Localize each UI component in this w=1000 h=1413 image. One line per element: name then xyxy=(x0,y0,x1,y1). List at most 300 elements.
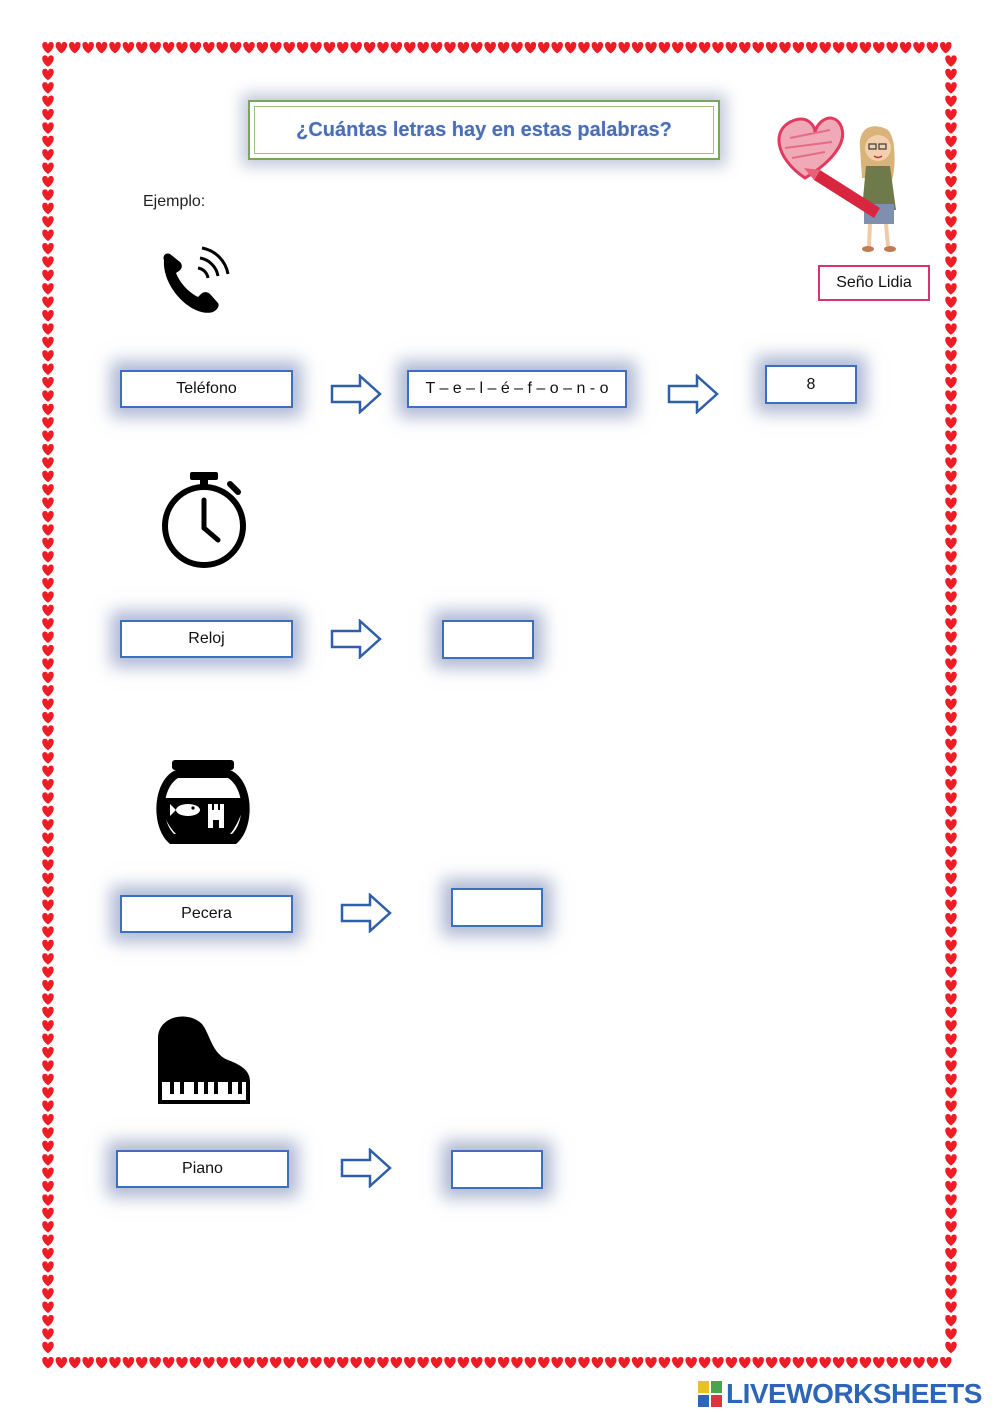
heart-mark xyxy=(886,1357,898,1368)
heart-mark xyxy=(444,42,456,53)
heart-mark xyxy=(42,1060,54,1071)
heart-mark xyxy=(672,1357,684,1368)
heart-mark xyxy=(42,55,54,66)
heart-mark xyxy=(945,725,957,736)
heart-mark xyxy=(806,42,818,53)
heart-mark xyxy=(56,42,68,53)
heart-mark xyxy=(945,926,957,937)
heart-mark xyxy=(945,551,957,562)
heart-mark xyxy=(913,42,925,53)
heart-mark xyxy=(945,658,957,669)
example-label: Ejemplo: xyxy=(143,193,206,210)
heart-mark xyxy=(945,1020,957,1031)
heart-mark xyxy=(42,712,54,723)
heart-mark xyxy=(945,1060,957,1071)
heart-mark xyxy=(42,364,54,375)
heart-mark xyxy=(645,42,657,53)
word-box xyxy=(116,1150,289,1188)
heart-mark xyxy=(324,1357,336,1368)
heart-mark xyxy=(56,1357,68,1368)
heart-mark xyxy=(42,993,54,1004)
heart-mark xyxy=(945,766,957,777)
heart-mark xyxy=(42,511,54,522)
example-count: 8 xyxy=(806,375,816,393)
heart-mark xyxy=(806,1357,818,1368)
heart-mark xyxy=(819,1357,831,1368)
heart-mark xyxy=(945,752,957,763)
heart-mark xyxy=(42,390,54,401)
heart-mark xyxy=(846,42,858,53)
heart-mark xyxy=(42,980,54,991)
heart-mark xyxy=(350,1357,362,1368)
heart-mark xyxy=(42,953,54,964)
heart-mark xyxy=(42,270,54,281)
page-title: ¿Cuántas letras hay en estas palabras? xyxy=(296,118,672,141)
heart-mark xyxy=(176,1357,188,1368)
heart-mark xyxy=(592,1357,604,1368)
heart-mark xyxy=(283,1357,295,1368)
heart-mark xyxy=(42,591,54,602)
heart-mark xyxy=(945,846,957,857)
heart-mark xyxy=(377,1357,389,1368)
heart-mark xyxy=(712,42,724,53)
heart-mark xyxy=(672,42,684,53)
heart-mark xyxy=(945,1275,957,1286)
heart-mark xyxy=(42,256,54,267)
heart-mark xyxy=(82,42,94,53)
heart-mark xyxy=(945,498,957,509)
heart-mark xyxy=(230,1357,242,1368)
heart-mark xyxy=(945,1302,957,1313)
word-label: Pecera xyxy=(181,905,232,922)
heart-mark xyxy=(42,967,54,978)
heart-mark xyxy=(779,42,791,53)
heart-mark xyxy=(860,42,872,53)
heart-mark xyxy=(945,1221,957,1232)
heart-mark xyxy=(945,471,957,482)
heart-mark xyxy=(538,42,550,53)
heart-mark xyxy=(945,484,957,495)
heart-mark xyxy=(42,1235,54,1246)
heart-mark xyxy=(42,806,54,817)
heart-mark xyxy=(431,42,443,53)
heart-mark xyxy=(203,42,215,53)
heart-mark xyxy=(42,163,54,174)
heart-mark xyxy=(945,444,957,455)
heart-mark xyxy=(42,913,54,924)
heart-mark xyxy=(364,42,376,53)
heart-mark xyxy=(42,859,54,870)
heart-mark xyxy=(945,431,957,442)
heart-mark xyxy=(699,1357,711,1368)
heart-mark xyxy=(945,967,957,978)
heart-mark xyxy=(42,377,54,388)
word-box xyxy=(120,895,293,933)
title-box xyxy=(248,100,720,160)
heart-mark xyxy=(484,1357,496,1368)
heart-mark xyxy=(337,42,349,53)
heart-mark xyxy=(565,42,577,53)
heart-mark xyxy=(243,1357,255,1368)
heart-mark xyxy=(945,163,957,174)
heart-mark xyxy=(82,1357,94,1368)
heart-mark xyxy=(900,42,912,53)
heart-mark xyxy=(945,122,957,133)
heart-mark xyxy=(42,551,54,562)
heart-mark xyxy=(945,806,957,817)
heart-mark xyxy=(860,1357,872,1368)
heart-mark xyxy=(945,1181,957,1192)
heart-mark xyxy=(833,1357,845,1368)
heart-mark xyxy=(42,1141,54,1152)
heart-mark xyxy=(945,739,957,750)
heart-mark xyxy=(109,42,121,53)
heart-mark xyxy=(779,1357,791,1368)
heart-mark xyxy=(42,82,54,93)
heart-mark xyxy=(109,1357,121,1368)
heart-mark xyxy=(945,1208,957,1219)
heart-mark xyxy=(752,42,764,53)
heart-mark xyxy=(752,1357,764,1368)
heart-mark xyxy=(42,1328,54,1339)
heart-mark xyxy=(945,578,957,589)
heart-mark xyxy=(42,1007,54,1018)
heart-mark xyxy=(42,283,54,294)
word-box xyxy=(120,620,293,658)
fishbowl-icon xyxy=(150,758,256,858)
heart-mark xyxy=(945,364,957,375)
heart-mark xyxy=(945,980,957,991)
heart-mark xyxy=(297,42,309,53)
heart-mark xyxy=(42,565,54,576)
heart-mark xyxy=(42,605,54,616)
heart-mark xyxy=(945,1315,957,1326)
heart-mark xyxy=(945,1342,957,1353)
example-word-box xyxy=(120,370,293,408)
piano-icon xyxy=(154,1010,252,1106)
heart-mark xyxy=(42,645,54,656)
heart-mark xyxy=(364,1357,376,1368)
heart-mark xyxy=(404,1357,416,1368)
heart-mark xyxy=(659,42,671,53)
heart-mark xyxy=(471,42,483,53)
heart-mark xyxy=(578,42,590,53)
heart-mark xyxy=(511,42,523,53)
heart-mark xyxy=(945,1127,957,1138)
heart-mark xyxy=(846,1357,858,1368)
heart-mark xyxy=(945,55,957,66)
heart-mark xyxy=(632,1357,644,1368)
heart-mark xyxy=(176,42,188,53)
heart-mark xyxy=(42,1342,54,1353)
heart-mark xyxy=(417,1357,429,1368)
heart-mark xyxy=(203,1357,215,1368)
heart-mark xyxy=(42,1114,54,1125)
heart-mark xyxy=(391,1357,403,1368)
heart-mark xyxy=(484,42,496,53)
heart-mark xyxy=(42,417,54,428)
heart-mark xyxy=(42,109,54,120)
heart-mark xyxy=(551,42,563,53)
heart-mark xyxy=(136,42,148,53)
heart-mark xyxy=(945,404,957,415)
heart-mark xyxy=(283,42,295,53)
heart-mark xyxy=(945,1034,957,1045)
heart-mark xyxy=(136,1357,148,1368)
heart-mark xyxy=(42,404,54,415)
heart-mark xyxy=(945,819,957,830)
heart-mark xyxy=(297,1357,309,1368)
heart-mark xyxy=(945,1074,957,1085)
heart-mark xyxy=(431,1357,443,1368)
teacher-avatar xyxy=(770,108,920,256)
heart-mark xyxy=(525,42,537,53)
heart-mark xyxy=(42,1020,54,1031)
heart-mark xyxy=(886,42,898,53)
heart-mark xyxy=(42,337,54,348)
heart-mark xyxy=(498,1357,510,1368)
heart-mark xyxy=(945,940,957,951)
heart-mark xyxy=(940,1357,952,1368)
heart-mark xyxy=(270,1357,282,1368)
heart-mark xyxy=(945,591,957,602)
heart-mark xyxy=(712,1357,724,1368)
heart-mark xyxy=(216,42,228,53)
heart-mark xyxy=(42,940,54,951)
heart-mark xyxy=(42,243,54,254)
heart-mark xyxy=(945,1235,957,1246)
heart-mark xyxy=(945,310,957,321)
heart-mark xyxy=(739,42,751,53)
heart-mark xyxy=(945,792,957,803)
heart-mark xyxy=(350,42,362,53)
heart-mark xyxy=(69,42,81,53)
heart-mark xyxy=(945,511,957,522)
heart-mark xyxy=(945,149,957,160)
heart-mark xyxy=(551,1357,563,1368)
heart-mark xyxy=(42,1357,54,1368)
heart-mark xyxy=(685,1357,697,1368)
heart-mark xyxy=(833,42,845,53)
heart-mark xyxy=(632,42,644,53)
heart-mark xyxy=(123,42,135,53)
heart-mark xyxy=(726,1357,738,1368)
heart-mark xyxy=(42,1034,54,1045)
heart-mark xyxy=(42,1127,54,1138)
heart-mark xyxy=(42,216,54,227)
heart-mark xyxy=(945,953,957,964)
heart-mark xyxy=(945,900,957,911)
heart-mark xyxy=(945,350,957,361)
heart-mark xyxy=(42,578,54,589)
heart-mark xyxy=(945,886,957,897)
stopwatch-icon xyxy=(158,470,250,572)
heart-mark xyxy=(42,310,54,321)
heart-mark xyxy=(42,1221,54,1232)
heart-mark xyxy=(945,390,957,401)
heart-mark xyxy=(945,136,957,147)
heart-mark xyxy=(945,1154,957,1165)
heart-mark xyxy=(42,685,54,696)
heart-mark xyxy=(42,1194,54,1205)
heart-mark xyxy=(149,42,161,53)
heart-mark xyxy=(945,859,957,870)
heart-mark xyxy=(766,1357,778,1368)
answer-input[interactable] xyxy=(451,888,543,927)
word-label: Reloj xyxy=(188,630,225,647)
heart-mark xyxy=(404,42,416,53)
heart-mark xyxy=(42,122,54,133)
arrow-right-icon xyxy=(330,374,382,414)
liveworksheets-logo xyxy=(698,1378,982,1410)
heart-mark xyxy=(605,1357,617,1368)
heart-mark xyxy=(163,42,175,53)
heart-mark xyxy=(659,1357,671,1368)
heart-mark xyxy=(310,1357,322,1368)
heart-mark xyxy=(257,1357,269,1368)
heart-mark xyxy=(945,779,957,790)
heart-mark xyxy=(945,243,957,254)
heart-mark xyxy=(945,672,957,683)
heart-mark xyxy=(123,1357,135,1368)
heart-mark xyxy=(42,886,54,897)
answer-input[interactable] xyxy=(451,1150,543,1189)
heart-mark xyxy=(945,618,957,629)
heart-mark xyxy=(873,1357,885,1368)
heart-mark xyxy=(945,524,957,535)
heart-mark xyxy=(337,1357,349,1368)
heart-mark xyxy=(945,1101,957,1112)
heart-mark xyxy=(42,1154,54,1165)
heart-mark xyxy=(945,1288,957,1299)
heart-mark xyxy=(42,658,54,669)
heart-mark xyxy=(793,42,805,53)
heart-mark xyxy=(927,42,939,53)
heart-mark xyxy=(458,42,470,53)
heart-mark xyxy=(766,42,778,53)
heart-mark xyxy=(257,42,269,53)
logo-mark-icon xyxy=(698,1381,722,1407)
heart-mark xyxy=(945,297,957,308)
heart-mark xyxy=(940,42,952,53)
arrow-right-icon xyxy=(340,1148,392,1188)
answer-input[interactable] xyxy=(442,620,534,659)
heart-mark xyxy=(498,42,510,53)
heart-mark xyxy=(945,230,957,241)
heart-mark xyxy=(42,873,54,884)
heart-mark xyxy=(592,42,604,53)
heart-mark xyxy=(793,1357,805,1368)
heart-mark xyxy=(42,484,54,495)
heart-mark xyxy=(96,1357,108,1368)
heart-mark xyxy=(565,1357,577,1368)
heart-mark xyxy=(42,1168,54,1179)
heart-mark xyxy=(42,618,54,629)
heart-mark xyxy=(685,42,697,53)
heart-mark xyxy=(42,176,54,187)
heart-mark xyxy=(927,1357,939,1368)
heart-mark xyxy=(42,297,54,308)
heart-mark xyxy=(42,1101,54,1112)
heart-mark xyxy=(42,431,54,442)
heart-mark xyxy=(163,1357,175,1368)
heart-mark xyxy=(42,672,54,683)
heart-mark xyxy=(42,846,54,857)
heart-mark xyxy=(945,337,957,348)
heart-mark xyxy=(945,538,957,549)
heart-mark xyxy=(945,632,957,643)
heart-mark xyxy=(149,1357,161,1368)
heart-mark xyxy=(42,538,54,549)
heart-mark xyxy=(945,82,957,93)
heart-mark xyxy=(945,699,957,710)
heart-mark xyxy=(945,377,957,388)
teacher-signature: Seño Lidia xyxy=(818,265,930,301)
phone-icon xyxy=(158,246,232,320)
heart-mark xyxy=(945,176,957,187)
heart-mark xyxy=(726,42,738,53)
heart-mark xyxy=(96,42,108,53)
heart-mark xyxy=(605,42,617,53)
heart-mark xyxy=(42,900,54,911)
heart-mark xyxy=(42,524,54,535)
heart-mark xyxy=(945,685,957,696)
heart-mark xyxy=(538,1357,550,1368)
heart-mark xyxy=(230,42,242,53)
heart-mark xyxy=(945,833,957,844)
heart-mark xyxy=(42,323,54,334)
heart-mark xyxy=(42,1261,54,1272)
heart-mark xyxy=(945,96,957,107)
heart-mark xyxy=(42,96,54,107)
heart-mark xyxy=(42,149,54,160)
heart-mark xyxy=(945,913,957,924)
heart-mark xyxy=(819,42,831,53)
heart-mark xyxy=(471,1357,483,1368)
heart-mark xyxy=(945,1007,957,1018)
heart-mark xyxy=(42,1181,54,1192)
heart-mark xyxy=(945,873,957,884)
heart-mark xyxy=(945,1141,957,1152)
heart-mark xyxy=(310,42,322,53)
heart-mark xyxy=(699,42,711,53)
heart-mark xyxy=(945,69,957,80)
heart-mark xyxy=(417,42,429,53)
heart-mark xyxy=(458,1357,470,1368)
example-word: Teléfono xyxy=(176,380,237,397)
heart-mark xyxy=(42,444,54,455)
heart-mark xyxy=(444,1357,456,1368)
heart-mark xyxy=(42,833,54,844)
heart-mark xyxy=(42,792,54,803)
heart-mark xyxy=(913,1357,925,1368)
heart-mark xyxy=(42,203,54,214)
heart-mark xyxy=(243,42,255,53)
heart-mark xyxy=(945,203,957,214)
heart-mark xyxy=(945,1114,957,1125)
example-spelling: T – e – l – é – f – o – n - o xyxy=(425,380,609,397)
heart-mark xyxy=(945,1194,957,1205)
heart-mark xyxy=(190,1357,202,1368)
heart-mark xyxy=(945,565,957,576)
heart-mark xyxy=(945,1168,957,1179)
heart-mark xyxy=(945,270,957,281)
heart-mark xyxy=(945,993,957,1004)
word-label: Piano xyxy=(182,1160,223,1177)
example-spelling-box xyxy=(407,370,627,408)
heart-mark xyxy=(69,1357,81,1368)
heart-mark xyxy=(511,1357,523,1368)
